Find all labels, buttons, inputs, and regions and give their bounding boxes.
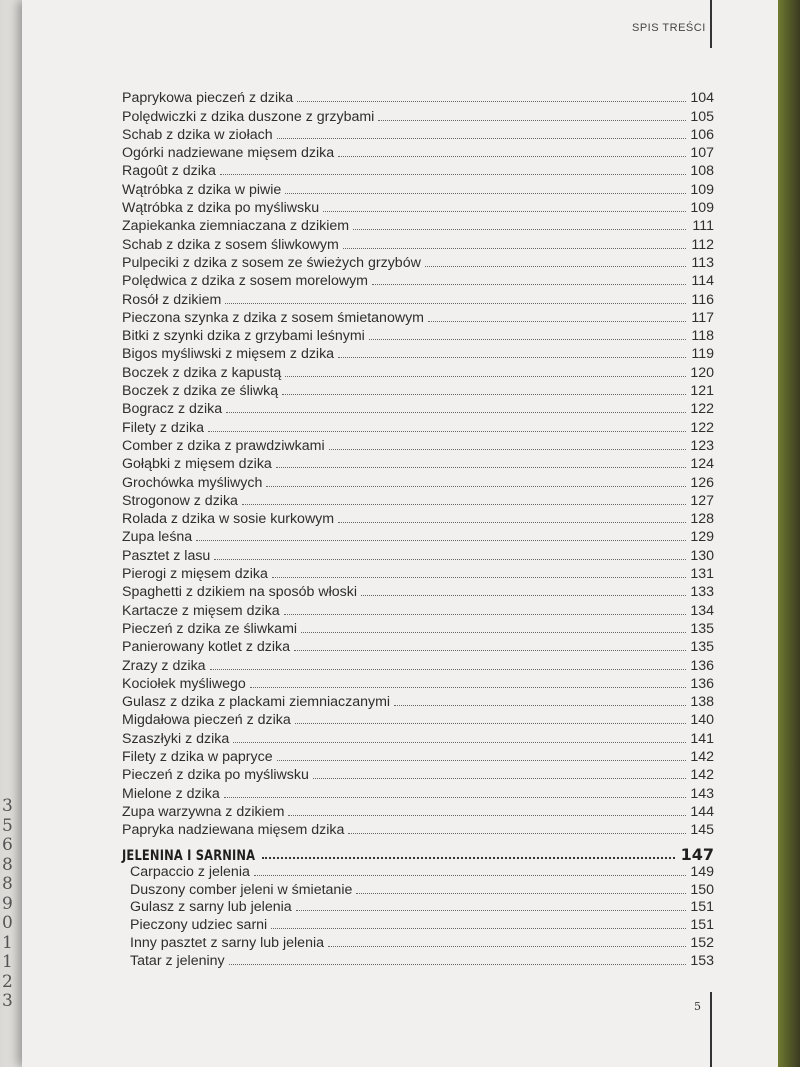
toc-entry: [130, 862, 714, 880]
entry-title: Zupa leśna: [122, 529, 193, 546]
entry-page: 113: [691, 254, 714, 271]
section-heading: [122, 836, 714, 864]
entry-title: Kociołek myśliwego: [122, 675, 246, 692]
toc-entry: [122, 308, 714, 326]
entry-title: Gulasz z dzika z plackami ziemniaczanymi: [122, 694, 391, 711]
section-title: JELENINA I SARNINA: [122, 848, 256, 864]
dot-leader: [224, 797, 686, 798]
toc-entry: [122, 362, 714, 380]
toc-entry: [122, 216, 714, 234]
entry-page: 142: [690, 748, 714, 765]
entry-title: Comber z dzika z prawdziwkami: [122, 437, 325, 454]
entry-page: 135: [690, 639, 714, 656]
entry-page: 109: [690, 181, 714, 198]
entry-page: 121: [690, 383, 714, 400]
entry-page: 136: [690, 675, 714, 692]
dot-leader: [229, 964, 686, 965]
toc-entry: [122, 399, 714, 417]
toc-entry: [130, 898, 714, 916]
toc-entry: [122, 88, 714, 106]
entry-page: 109: [690, 200, 714, 217]
dot-leader: [288, 815, 686, 816]
entry-page: 114: [691, 273, 714, 290]
entry-title: Pieczona szynka z dzika z sosem śmietanowym: [122, 309, 424, 326]
toc-entry: [122, 655, 714, 673]
toc-entry: [122, 143, 714, 161]
entry-title: Gulasz z sarny lub jelenia: [130, 899, 292, 916]
toc-entry: [122, 637, 714, 655]
entry-page: 131: [690, 566, 714, 583]
entry-title: Filety z dzika: [122, 419, 204, 436]
entry-page: 111: [692, 218, 714, 235]
entry-title: Ogórki nadziewane mięsem dzika: [122, 145, 335, 162]
entry-title: Bigos myśliwski z mięsem z dzika: [122, 346, 335, 363]
toc-entry: [122, 106, 714, 124]
previous-page-number-fragment: 1: [2, 952, 13, 972]
entry-page: 141: [690, 730, 714, 747]
dot-leader: [277, 138, 686, 139]
toc-entry: [122, 454, 714, 472]
dot-leader: [348, 833, 686, 834]
toc-entry: [130, 915, 714, 933]
entry-page: 116: [691, 291, 714, 308]
dot-leader: [284, 614, 686, 615]
dot-leader: [233, 742, 686, 743]
previous-page-number-fragment: 3: [2, 991, 13, 1011]
toc-entry: [122, 747, 714, 765]
entry-title: Filety z dzika w papryce: [122, 748, 273, 765]
entry-title: Panierowany kotlet z dzika: [122, 639, 290, 656]
entry-page: 150: [690, 881, 714, 898]
entry-title: Boczek z dzika z kapustą: [122, 364, 282, 381]
dot-leader: [294, 650, 686, 651]
dot-leader: [254, 875, 686, 876]
toc-entry: [122, 161, 714, 179]
dot-leader: [277, 760, 686, 761]
section-contents: [130, 862, 714, 969]
entry-title: Tatar z jeleniny: [130, 952, 225, 969]
entry-page: 153: [690, 952, 714, 969]
toc-entry: [122, 710, 714, 728]
toc-entry: [122, 692, 714, 710]
toc-entry: [122, 271, 714, 289]
entry-page: 149: [690, 863, 714, 880]
entry-title: Bogracz z dzika: [122, 401, 223, 418]
footer-rule: [710, 992, 712, 1067]
entry-title: Polędwiczki z dzika duszone z grzybami: [122, 108, 375, 125]
entry-title: Migdałowa pieczeń z dzika: [122, 712, 291, 729]
entry-page: 145: [690, 822, 714, 839]
dot-leader: [394, 705, 686, 706]
toc-entry: [122, 436, 714, 454]
previous-page-number-fragment: 6: [2, 835, 13, 855]
entry-title: Carpaccio z jelenia: [130, 863, 250, 880]
dot-leader: [272, 577, 686, 578]
entry-page: 120: [690, 364, 714, 381]
previous-page-number-fragment: 3: [2, 796, 13, 816]
dot-leader: [338, 357, 686, 358]
toc-entry: [122, 234, 714, 252]
entry-page: 129: [690, 529, 714, 546]
previous-page-number-fragment: 9: [2, 893, 13, 914]
toc-entry: [122, 381, 714, 399]
entry-page: 151: [690, 899, 714, 916]
book-page: [22, 0, 780, 1067]
entry-title: Inny pasztet z sarny lub jelenia: [130, 934, 325, 951]
dot-leader: [285, 376, 686, 377]
toc-entry: [122, 674, 714, 692]
toc-entry: [122, 765, 714, 783]
entry-page: 123: [690, 437, 714, 454]
toc-entry: [122, 253, 714, 271]
toc-entry: [130, 933, 714, 951]
entry-title: Zapiekanka ziemniaczana z dzikiem: [122, 218, 350, 235]
toc-entry: [122, 198, 714, 216]
dot-leader: [220, 174, 686, 175]
entry-title: Rosół z dzikiem: [122, 291, 222, 308]
dot-leader: [425, 266, 686, 267]
entry-page: 135: [690, 620, 714, 637]
dot-leader: [343, 248, 686, 249]
section-page: 147: [680, 845, 714, 864]
dot-leader: [296, 910, 686, 911]
entry-title: Gołąbki z mięsem dzika: [122, 456, 272, 473]
toc-entry: [122, 491, 714, 509]
entry-title: Papryka nadziewana mięsem dzika: [122, 822, 345, 839]
entry-title: Polędwica z dzika z sosem morelowym: [122, 273, 368, 290]
dot-leader: [338, 156, 686, 157]
entry-page: 128: [690, 511, 714, 528]
dot-leader: [282, 394, 686, 395]
entry-title: Pieczeń z dzika po myśliwsku: [122, 767, 309, 784]
entry-page: 144: [690, 803, 714, 820]
dot-leader: [313, 778, 686, 779]
toc-entry: [122, 783, 714, 801]
entry-title: Schab z dzika w ziołach: [122, 126, 273, 143]
entry-page: 122: [690, 401, 714, 418]
entry-page: 119: [691, 346, 714, 363]
toc-entry: [122, 472, 714, 490]
entry-title: Spaghetti z dzikiem na sposób włoski: [122, 584, 358, 601]
entry-title: Schab z dzika z sosem śliwkowym: [122, 236, 339, 253]
dot-leader: [262, 857, 674, 859]
dot-leader: [369, 339, 686, 340]
entry-page: 130: [690, 547, 714, 564]
toc-entry: [122, 564, 714, 582]
entry-title: Strogonow z dzika: [122, 492, 238, 509]
dot-leader: [301, 632, 686, 633]
dot-leader: [338, 522, 686, 523]
entry-page: 133: [690, 584, 714, 601]
entry-page: 127: [690, 492, 714, 509]
toc-entry: [122, 600, 714, 618]
entry-page: 136: [690, 657, 714, 674]
page-header-title: SPIS TREŚCI: [632, 22, 706, 34]
entry-title: Paprykowa pieczeń z dzika: [122, 90, 294, 107]
dot-leader: [323, 211, 686, 212]
toc-entry: [122, 619, 714, 637]
toc-entry: [122, 509, 714, 527]
dot-leader: [250, 687, 686, 688]
entry-title: Pieczeń z dzika ze śliwkami: [122, 620, 298, 637]
toc-entry: [122, 179, 714, 197]
entry-title: Duszony comber jeleni w śmietanie: [130, 881, 353, 898]
entry-page: 134: [690, 602, 714, 619]
entry-page: 151: [690, 917, 714, 934]
entry-title: Boczek z dzika ze śliwką: [122, 383, 279, 400]
entry-title: Wątróbka z dzika w piwie: [122, 181, 282, 198]
dot-leader: [361, 595, 686, 596]
toc-entry: [122, 527, 714, 545]
entry-page: 117: [691, 309, 714, 326]
entry-title: Pasztet z lasu: [122, 547, 211, 564]
entry-page: 112: [691, 236, 714, 253]
toc-entry: [122, 728, 714, 746]
toc-entry: [122, 802, 714, 820]
entry-page: 122: [690, 419, 714, 436]
previous-page-number-fragment: 2: [2, 971, 13, 992]
entry-title: Rolada z dzika w sosie kurkowym: [122, 511, 335, 528]
toc-entry: [122, 289, 714, 307]
page-number: 5: [694, 1000, 701, 1013]
dot-leader: [242, 504, 686, 505]
previous-page-number-fragment: 8: [2, 854, 13, 875]
dot-leader: [372, 284, 686, 285]
entry-page: 108: [690, 163, 714, 180]
dot-leader: [378, 120, 686, 121]
toc-entry: [122, 344, 714, 362]
previous-page-number-fragment: 8: [2, 874, 13, 894]
dot-leader: [295, 723, 686, 724]
entry-title: Wątróbka z dzika po myśliwsku: [122, 200, 320, 217]
dot-leader: [225, 303, 686, 304]
entry-page: 124: [690, 456, 714, 473]
dot-leader: [196, 540, 686, 541]
previous-page-number-fragment: 5: [2, 815, 13, 836]
entry-page: 104: [690, 90, 714, 107]
entry-page: 126: [690, 474, 714, 491]
entry-title: Ragoût z dzika: [122, 163, 216, 180]
toc-entry: [122, 125, 714, 143]
dot-leader: [328, 946, 686, 947]
entry-page: 152: [690, 934, 714, 951]
background-edge: [778, 0, 800, 1067]
entry-title: Zrazy z dzika: [122, 657, 206, 674]
toc-entry: [130, 951, 714, 969]
toc-entry: [122, 417, 714, 435]
entry-page: 138: [690, 694, 714, 711]
dot-leader: [329, 449, 686, 450]
previous-page-number-fragment: 0: [2, 913, 13, 933]
dot-leader: [285, 193, 686, 194]
entry-page: 143: [690, 785, 714, 802]
dot-leader: [266, 486, 686, 487]
entry-title: Mielone z dzika: [122, 785, 220, 802]
entry-title: Szaszłyki z dzika: [122, 730, 230, 747]
entry-title: Grochówka myśliwych: [122, 474, 263, 491]
entry-page: 118: [691, 328, 714, 345]
dot-leader: [353, 229, 686, 230]
dot-leader: [356, 893, 686, 894]
dot-leader: [271, 928, 686, 929]
dot-leader: [208, 431, 686, 432]
entry-title: Pieczony udziec sarni: [130, 917, 268, 934]
entry-page: 107: [690, 145, 714, 162]
dot-leader: [276, 467, 686, 468]
dot-leader: [428, 321, 686, 322]
entry-title: Pulpeciki z dzika z sosem ze świeżych grzybów: [122, 254, 421, 271]
entry-title: Zupa warzywna z dzikiem: [122, 803, 285, 820]
toc-entry: [122, 326, 714, 344]
entry-title: Bitki z szynki dzika z grzybami leśnymi: [122, 328, 365, 345]
entry-page: 140: [690, 712, 714, 729]
toc-entry: [122, 582, 714, 600]
entry-title: Pierogi z mięsem dzika: [122, 566, 268, 583]
entry-page: 105: [690, 108, 714, 125]
entry-title: Kartacze z mięsem dzika: [122, 602, 280, 619]
previous-page-number-fragment: 1: [2, 932, 13, 953]
entry-page: 142: [690, 767, 714, 784]
table-of-contents: [122, 88, 714, 838]
dot-leader: [226, 412, 686, 413]
toc-entry: [122, 545, 714, 563]
toc-entry: [130, 880, 714, 898]
entry-page: 106: [690, 126, 714, 143]
header-rule: [710, 0, 712, 48]
dot-leader: [214, 559, 686, 560]
dot-leader: [210, 669, 686, 670]
dot-leader: [297, 101, 686, 102]
